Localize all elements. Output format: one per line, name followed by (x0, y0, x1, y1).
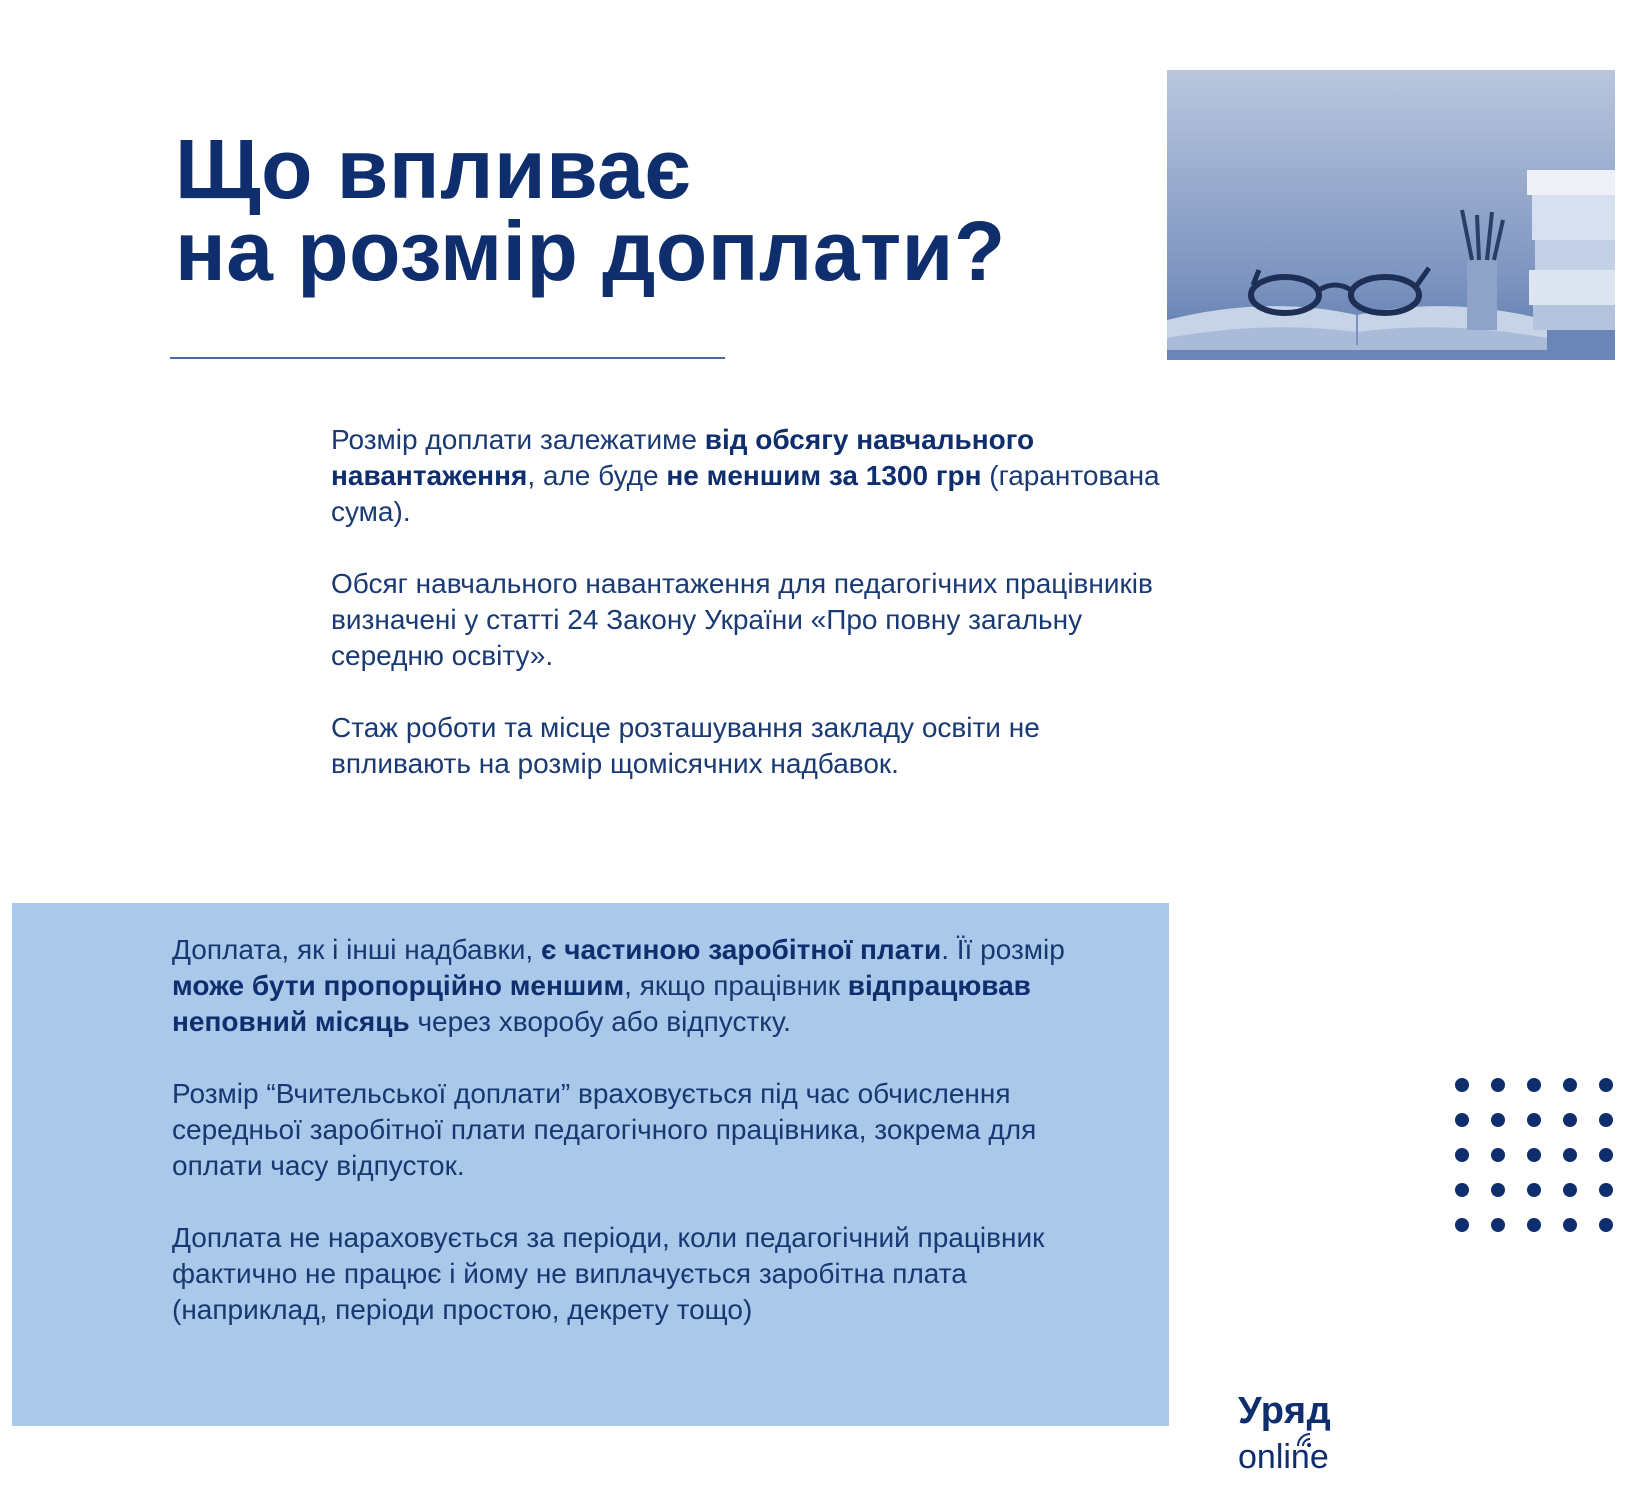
decorative-dot (1527, 1113, 1541, 1127)
content-block-top (331, 422, 1181, 818)
decorative-dot (1563, 1113, 1577, 1127)
paragraph-salary-part (172, 932, 1072, 1040)
decorative-dot (1599, 1078, 1613, 1092)
bold-segment: відпрацював неповний місяць (172, 970, 1031, 1037)
paragraph-not-charged: Доплата не нараховується за періоди, коли педагогічний працівник фактично не працює і йому не виплачується заробітна плата (наприклад, періоди простою, декрету тощо) (172, 1222, 1045, 1325)
decorative-dot (1527, 1148, 1541, 1162)
paragraph-experience: Стаж роботи та місце розташування закладу освіти не впливають на розмір щомісячних надбавок. (331, 712, 1040, 779)
decorative-dot (1527, 1183, 1541, 1197)
text-segment: , але буде (527, 460, 667, 491)
text-segment: . Її розмір (941, 934, 1065, 965)
decorative-dot (1527, 1078, 1541, 1092)
text-segment: (гарантована сума). (331, 460, 1160, 527)
decorative-dot (1455, 1078, 1469, 1092)
paragraph-average-salary: Розмір “Вчительської доплати” враховується під час обчислення середньої заробітної плати педагогічного працівника, зокрема для оплати часу відпусток. (172, 1078, 1037, 1181)
logo-line-1: Уряд (1238, 1390, 1332, 1432)
bold-segment: не меншим за 1300 грн (666, 460, 982, 491)
desk-with-glasses-and-books-photo (1167, 70, 1615, 360)
panel-text (172, 932, 1072, 1364)
text-segment: , якщо працівник (624, 970, 848, 1001)
decorative-dot-grid (1455, 1078, 1615, 1258)
decorative-dot (1527, 1218, 1541, 1232)
highlight-panel (12, 903, 1169, 1426)
decorative-dot (1491, 1218, 1505, 1232)
decorative-dot (1563, 1148, 1577, 1162)
decorative-dot (1455, 1183, 1469, 1197)
page-title (175, 122, 1006, 298)
decorative-dot (1599, 1148, 1613, 1162)
decorative-dot (1455, 1218, 1469, 1232)
paragraph-workload: Обсяг навчального навантаження для педагогічних працівників визначені у статті 24 Закону України «Про повну загальну середню освіту». (331, 568, 1153, 671)
text-segment: Розмір доплати залежатиме (331, 424, 705, 455)
decorative-dot (1563, 1218, 1577, 1232)
text-segment: через хворобу або відпустку. (409, 1006, 791, 1037)
decorative-dot (1491, 1113, 1505, 1127)
title-divider (170, 357, 725, 359)
bold-segment: є частиною заробітної плати (540, 934, 942, 965)
logo-line-2: online (1238, 1438, 1329, 1476)
title-line-1: Що впливає (175, 122, 692, 216)
decorative-dot (1599, 1218, 1613, 1232)
decorative-dot (1491, 1148, 1505, 1162)
decorative-dot (1491, 1078, 1505, 1092)
uryad-online-logo (1238, 1390, 1388, 1490)
decorative-dot (1563, 1078, 1577, 1092)
decorative-dot (1455, 1113, 1469, 1127)
decorative-dot (1455, 1148, 1469, 1162)
bold-segment: від обсягу навчального навантаження (331, 424, 1035, 491)
bold-segment: може бути пропорційно меншим (172, 970, 625, 1001)
decorative-dot (1563, 1183, 1577, 1197)
paragraph-amount (331, 422, 1181, 530)
decorative-dot (1599, 1113, 1613, 1127)
text-segment: Доплата, як і інші надбавки, (172, 934, 541, 965)
title-line-2: на розмір доплати? (175, 204, 1006, 298)
decorative-dot (1599, 1183, 1613, 1197)
decorative-dot (1491, 1183, 1505, 1197)
